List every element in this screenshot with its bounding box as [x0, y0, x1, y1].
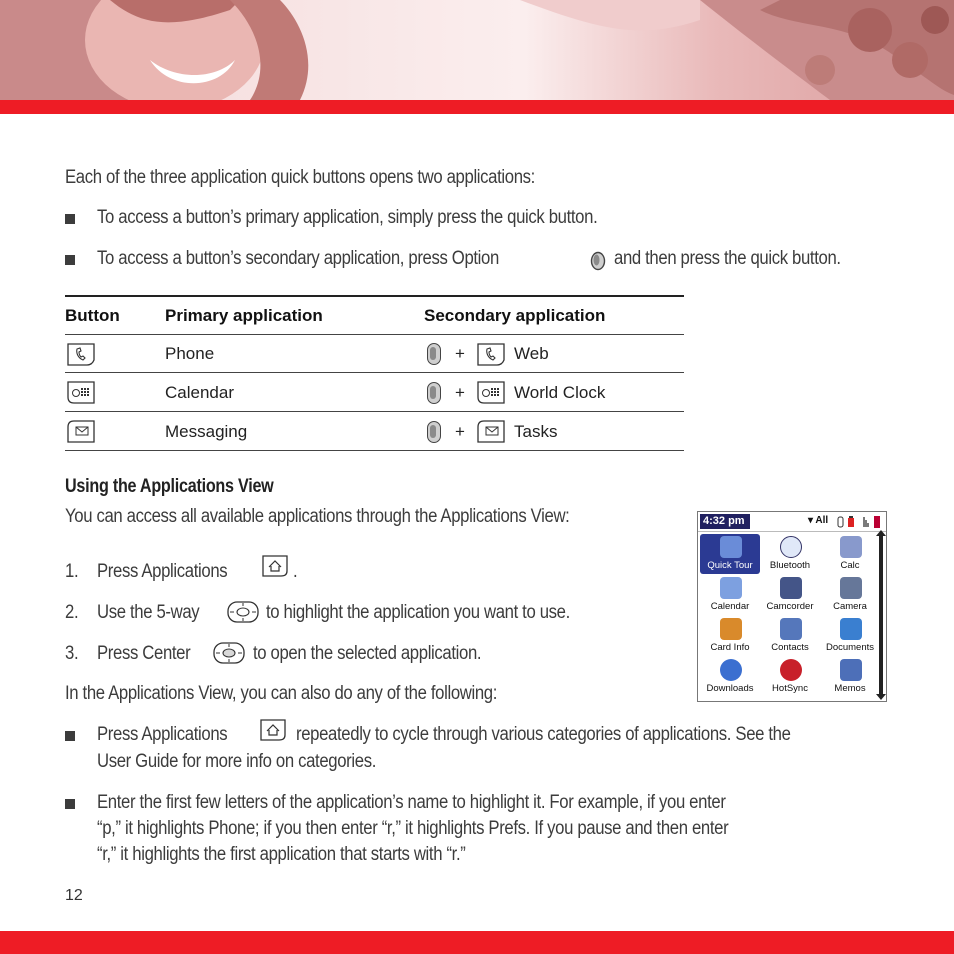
app-calc[interactable]: Calc [820, 534, 880, 574]
section-lead: You can access all available applications through the Applications View: [65, 506, 570, 527]
status-bar [698, 512, 886, 532]
table-header-secondary: Secondary application [424, 306, 606, 325]
applications-view-screenshot [697, 511, 887, 702]
app-camcorder[interactable]: Camcorder [760, 575, 820, 615]
top-red-bar [0, 100, 954, 114]
memos-icon [840, 659, 862, 681]
status-icons [836, 515, 884, 529]
table-bottom-rule [65, 450, 684, 451]
bullet-text: Press Applications [97, 724, 228, 745]
table-row-secondary: World Clock [514, 383, 606, 402]
documents-icon [840, 618, 862, 640]
bullet-secondary-text-end: and then press the quick button. [614, 248, 841, 269]
option-key-icon [427, 343, 441, 365]
quick-tour-icon [720, 536, 742, 558]
table-top-rule [65, 295, 684, 297]
center-button-icon [212, 641, 246, 665]
plus-sign: + [455, 383, 465, 402]
five-way-navigator-icon [226, 600, 260, 624]
bullet-text-line2: “p,” it highlights Phone; if you then enter “r,” it highlights Prefs. If you pause and then enter [97, 818, 729, 839]
bottom-red-bar [0, 931, 954, 954]
app-card-info[interactable]: Card Info [700, 616, 760, 656]
calc-icon [840, 536, 862, 558]
applications-key-icon [260, 553, 290, 579]
app-contacts[interactable]: Contacts [760, 616, 820, 656]
bullet-square [65, 214, 75, 224]
option-key-icon [589, 251, 607, 271]
messaging-key-icon [475, 418, 507, 444]
table-header-primary: Primary application [165, 306, 323, 325]
step-number: 3. [65, 643, 79, 664]
step-text-end: to open the selected application. [253, 643, 482, 664]
bullet-text-line2: User Guide for more info on categories. [97, 751, 377, 772]
step-text-end: . [293, 561, 298, 582]
bullet-text-line3: “r,” it highlights the first application that starts with “r.” [97, 844, 466, 865]
table-divider [65, 334, 684, 335]
page-number: 12 [65, 887, 83, 904]
contacts-icon [780, 618, 802, 640]
table-row-primary: Phone [165, 344, 215, 363]
camcorder-icon [780, 577, 802, 599]
app-hotsync[interactable]: HotSync [760, 657, 820, 697]
bluetooth-icon [780, 536, 802, 558]
phone-key-icon [475, 341, 507, 367]
app-calendar[interactable]: Calendar [700, 575, 760, 615]
bullet-primary-text: To access a button’s primary application, simply press the quick button. [97, 207, 598, 228]
downloads-icon [720, 659, 742, 681]
header-photo [0, 0, 954, 100]
app-downloads[interactable]: Downloads [700, 657, 760, 697]
app-bluetooth[interactable]: Bluetooth [760, 534, 820, 574]
table-divider [65, 411, 684, 412]
table-divider [65, 372, 684, 373]
step-text: Use the 5-way [97, 602, 200, 623]
option-key-icon [427, 382, 441, 404]
calendar-key-icon [65, 379, 97, 405]
app-quick-tour[interactable]: Quick Tour [700, 534, 760, 574]
plus-sign: + [455, 422, 465, 441]
step-number: 2. [65, 602, 79, 623]
option-key-icon [427, 421, 441, 443]
scrollbar[interactable] [879, 536, 883, 694]
step-text: Press Center [97, 643, 191, 664]
bullet-text: Enter the first few letters of the application’s name to highlight it. For example, if you enter [97, 792, 726, 813]
messaging-key-icon [65, 418, 97, 444]
app-memos[interactable]: Memos [820, 657, 880, 697]
table-row-primary: Messaging [165, 422, 248, 441]
also-text: In the Applications View, you can also do any of the following: [65, 683, 498, 704]
bullet-text-cont: repeatedly to cycle through various categories of applications. See the [296, 724, 791, 745]
step-text-end: to highlight the application you want to use. [266, 602, 570, 623]
calendar-key-icon [475, 379, 507, 405]
table-header-button: Button [65, 306, 120, 325]
bullet-square [65, 255, 75, 265]
header-photo-banner [0, 0, 954, 100]
intro-text: Each of the three application quick buttons opens two applications: [65, 167, 535, 188]
clock: 4:32 pm [700, 514, 750, 529]
table-row-secondary: Tasks [514, 422, 558, 441]
plus-sign: + [455, 344, 465, 363]
app-documents[interactable]: Documents [820, 616, 880, 656]
table-row-secondary: Web [514, 344, 549, 363]
bullet-square [65, 799, 75, 809]
table-row-primary: Calendar [165, 383, 234, 402]
hotsync-icon [780, 659, 802, 681]
app-camera[interactable]: Camera [820, 575, 880, 615]
category-picker[interactable]: ▾ All [808, 515, 829, 526]
card-info-icon [720, 618, 742, 640]
phone-key-icon [65, 341, 97, 367]
section-heading: Using the Applications View [65, 476, 274, 497]
camera-icon [840, 577, 862, 599]
step-number: 1. [65, 561, 79, 582]
step-text: Press Applications [97, 561, 228, 582]
calendar-icon [720, 577, 742, 599]
bullet-secondary-text: To access a button’s secondary application, press Option [97, 248, 499, 269]
applications-key-icon [258, 717, 288, 743]
bullet-square [65, 731, 75, 741]
